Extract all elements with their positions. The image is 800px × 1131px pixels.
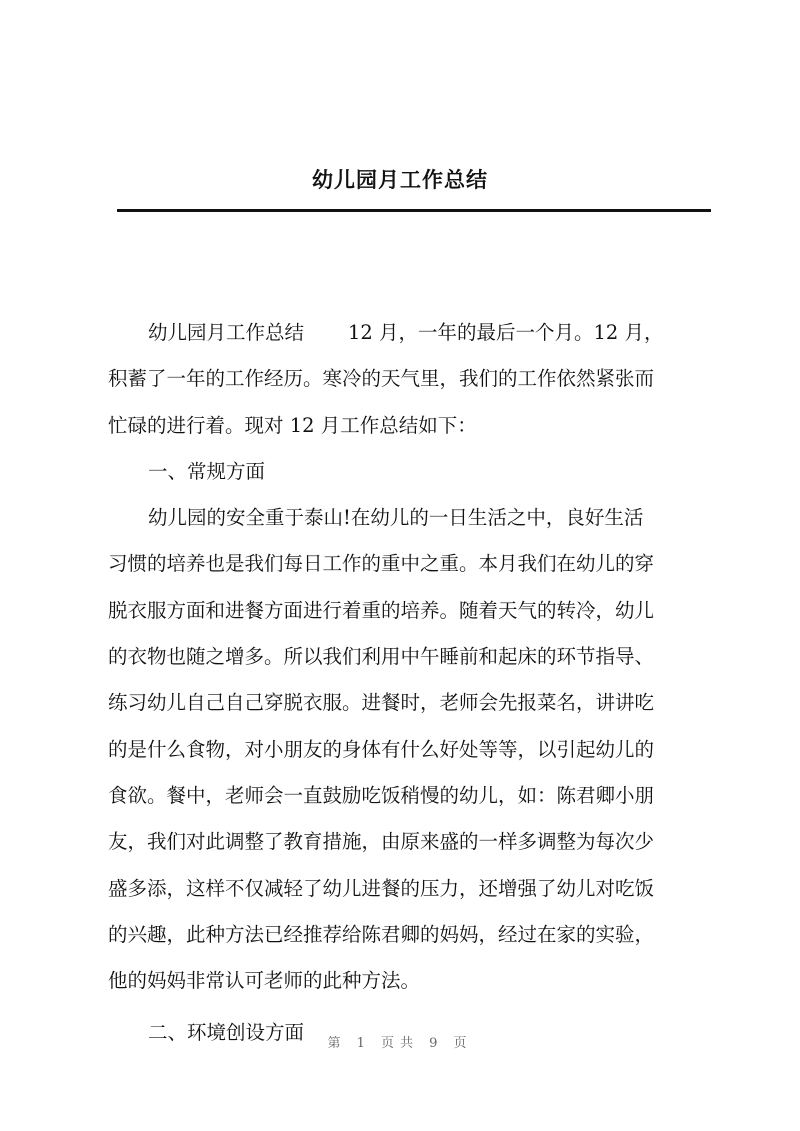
paragraph-line: 的是什么食物，对小朋友的身体有什么好处等等，以引起幼儿的 bbox=[108, 737, 655, 761]
paragraph-line: 脱衣服方面和进餐方面进行着重的培养。随着天气的转冷，幼儿 bbox=[108, 598, 655, 622]
paragraph-line: 他的妈妈非常认可老师的此种方法。 bbox=[108, 969, 421, 993]
intro-line-1 bbox=[108, 310, 698, 356]
page-number-footer: 第 1 页共 9 页 bbox=[327, 1036, 473, 1051]
paragraph-line: 盛多添，这样不仅减轻了幼儿进餐的压力，还增强了幼儿对吃饭 bbox=[108, 876, 655, 900]
paragraph-line: 幼儿园的安全重于泰山!在幼儿的一日生活之中，良好生活 bbox=[148, 506, 644, 530]
document-body bbox=[108, 310, 698, 1057]
paragraph-line: 的兴趣，此种方法已经推荐给陈君卿的妈妈，经过在家的实验， bbox=[108, 922, 655, 946]
intro-line-3: 忙碌的进行着。现对 12 月工作总结如下： bbox=[108, 413, 477, 437]
section-heading-environment: 二、环境创设方面 bbox=[148, 1021, 305, 1045]
paragraph-line: 练习幼儿自己自己穿脱衣服。进餐时，老师会先报菜名，讲讲吃 bbox=[108, 691, 655, 715]
title-underline bbox=[117, 209, 711, 212]
paragraph-line: 友，我们对此调整了教育措施，由原来盛的一样多调整为每次少 bbox=[108, 830, 655, 854]
paragraph-line: 的衣物也随之增多。所以我们利用中午睡前和起床的环节指导、 bbox=[108, 645, 655, 669]
paragraph-line: 食欲。餐中，老师会一直鼓励吃饭稍慢的幼儿，如：陈君卿小朋 bbox=[108, 783, 655, 807]
page-title: 幼儿园月工作总结 bbox=[312, 168, 488, 192]
intro-text: 12 月，一年的最后一个月。12 月， bbox=[348, 321, 664, 344]
section-heading-routine: 一、常规方面 bbox=[148, 459, 266, 483]
intro-lead: 幼儿园月工作总结 bbox=[148, 321, 305, 344]
intro-line-2: 积蓄了一年的工作经历。寒冷的天气里，我们的工作依然紧张而 bbox=[108, 367, 655, 391]
paragraph-line: 习惯的培养也是我们每日工作的重中之重。本月我们在幼儿的穿 bbox=[108, 552, 655, 576]
